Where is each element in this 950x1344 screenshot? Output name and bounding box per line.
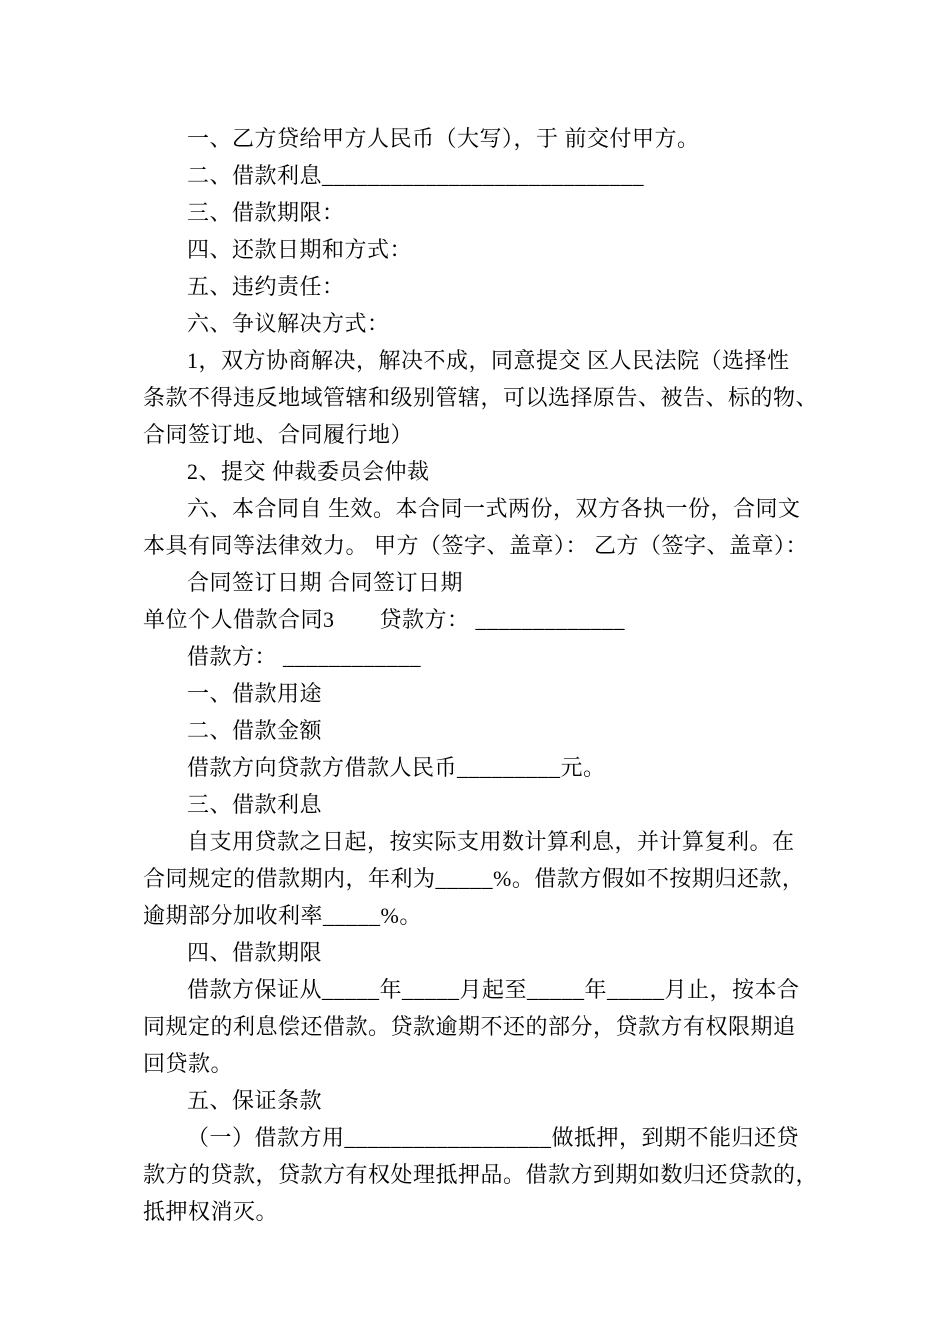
paragraph [143,749,870,786]
text-line: 借款方： ____________ [187,644,422,669]
paragraph [143,342,870,453]
paragraph [143,490,870,564]
text-line: 四、借款期限 [187,940,323,965]
paragraph [143,712,870,749]
text-line: 三、借款期限： [187,200,345,225]
text-line: 单位个人借款合同3 贷款方： _____________ [143,607,626,632]
text-line: 借款方保证从_____年_____月起至_____年_____月止，按本合 [187,977,800,1002]
text-line: 二、借款金额 [187,718,323,743]
text-line: 1，双方协商解决，解决不成，同意提交 区人民法院（选择性 [187,348,790,373]
paragraph [143,638,870,675]
paragraph [143,675,870,712]
text-line: 条款不得违反地域管辖和级别管辖，可以选择原告、被告、标的物、 [143,385,819,410]
paragraph [143,1082,870,1119]
text-line: 2、提交 仲裁委员会仲裁 [187,459,430,484]
paragraph [143,786,870,823]
text-line: 四、还款日期和方式： [187,237,413,262]
text-line: 一、乙方贷给甲方人民币（大写），于 前交付甲方。 [187,126,700,151]
paragraph [143,934,870,971]
text-line: 六、争议解决方式： [187,311,390,336]
text-line: 五、违约责任： [187,274,345,299]
text-line: 二、借款利息____________________________ [187,163,645,188]
text-line: 自支用贷款之日起，按实际支用数计算利息，并计算复利。在 [187,829,795,854]
text-line: 三、借款利息 [187,792,323,817]
paragraph [143,971,870,1082]
text-line: 借款方向贷款方借款人民币_________元。 [187,755,606,780]
paragraph [143,1119,870,1230]
paragraph [143,194,870,231]
text-line: （一）借款方用__________________做抵押，到期不能归还贷 [187,1125,800,1150]
text-line: 一、借款用途 [187,681,323,706]
text-line: 抵押权消灭。 [143,1199,279,1224]
text-line: 合同签订日期 合同签订日期 [187,570,464,595]
text-line: 六、本合同自 生效。本合同一式两份，双方各执一份，合同文 [187,496,801,521]
text-line: 五、保证条款 [187,1088,323,1113]
paragraph [143,268,870,305]
paragraph [143,157,870,194]
paragraph [143,564,870,601]
paragraph [143,823,870,934]
paragraph [143,305,870,342]
text-line: 回贷款。 [143,1051,234,1076]
paragraph [143,120,870,157]
text-line: 合同规定的借款期内，年利为_____%。借款方假如不按期归还款， [143,866,805,891]
text-line: 同规定的利息偿还借款。贷款逾期不还的部分，贷款方有权限期追 [143,1014,796,1039]
text-line: 款方的贷款，贷款方有权处理抵押品。借款方到期如数归还贷款的， [143,1162,819,1187]
text-line: 本具有同等法律效力。 甲方（签字、盖章）： 乙方（签字、盖章）： [143,533,809,558]
paragraph [143,601,870,638]
text-line: 逾期部分加收利率_____%。 [143,903,422,928]
paragraph [143,453,870,490]
paragraph [143,231,870,268]
text-line: 合同签订地、合同履行地） [143,422,414,447]
